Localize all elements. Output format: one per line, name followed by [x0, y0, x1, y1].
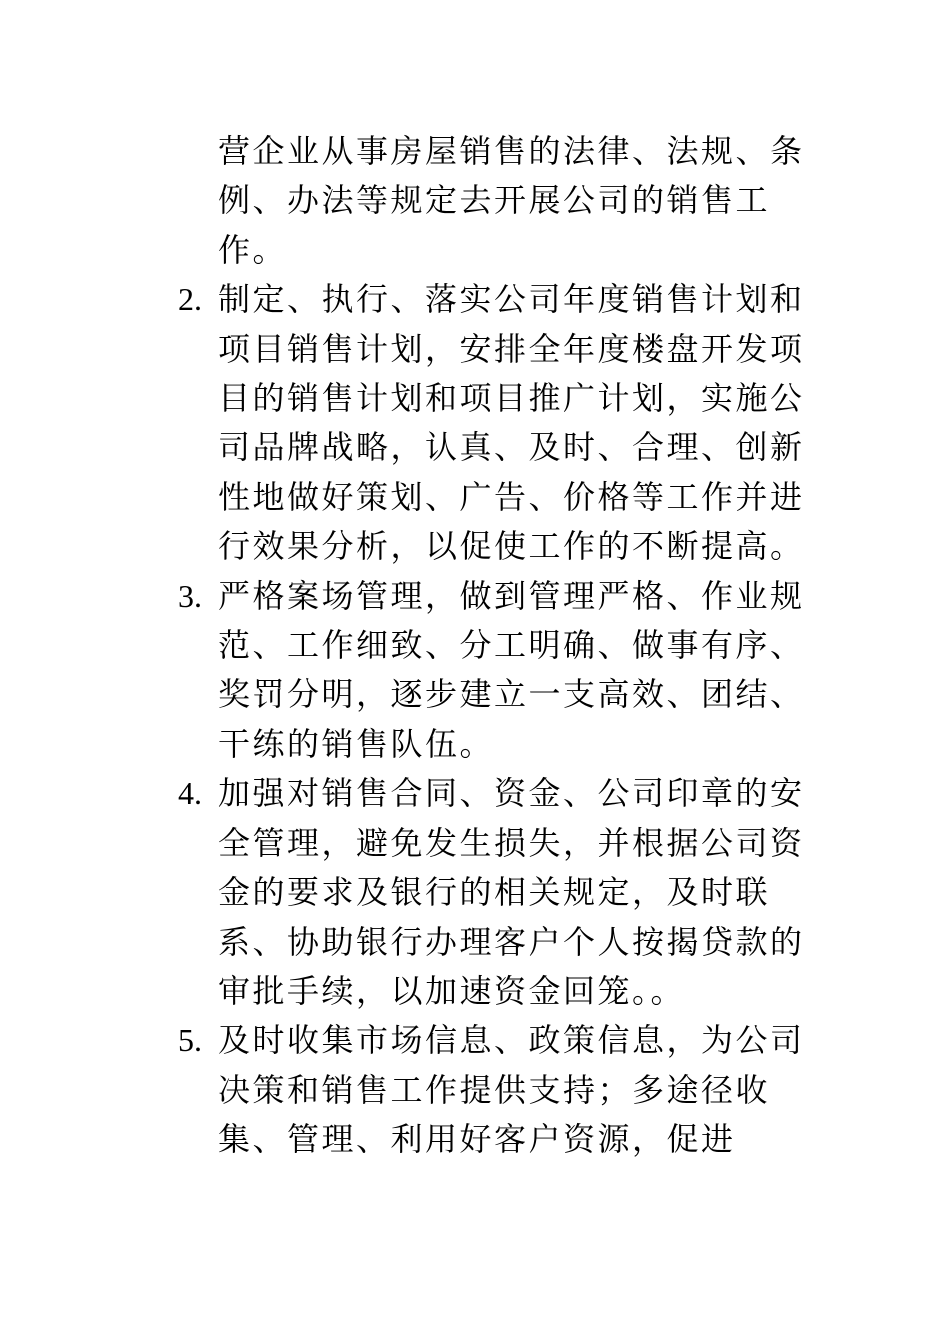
list-item	[178, 275, 818, 571]
list-item-text: 严格案场管理，做到管理严格、作业规范、工作细致、分工明确、做事有序、奖罚分明，逐步建立一支高效、团结、干练的销售队伍。	[218, 576, 805, 763]
list-item	[178, 127, 818, 275]
list-item	[178, 1016, 818, 1164]
responsibility-list	[178, 127, 818, 1165]
list-item-number: 2.	[178, 281, 202, 318]
list-item-number: 4.	[178, 775, 202, 812]
list-item	[178, 572, 818, 770]
list-item	[178, 769, 818, 1016]
list-item-number: 3.	[178, 577, 202, 614]
list-item-text: 加强对销售合同、资金、公司印章的安全管理，避免发生损失，并根据公司资金的要求及银行的相关规定，及时联系、协助银行办理客户个人按揭贷款的审批手续，以加速资金回笼。。	[218, 774, 805, 1010]
list-item-text: 及时收集市场信息、政策信息，为公司决策和销售工作提供支持；多途径收集、管理、利用好客户资源，促进	[218, 1021, 805, 1159]
list-item-number: 5.	[178, 1022, 202, 1059]
list-item-text: 制定、执行、落实公司年度销售计划和项目销售计划，安排全年度楼盘开发项目的销售计划和项目推广计划，实施公司品牌战略，认真、及时、合理、创新性地做好策划、广告、价格等工作并进行效果分析，以促使工作的不断提高。	[218, 280, 805, 566]
list-item-text: 营企业从事房屋销售的法律、法规、条例、办法等规定去开展公司的销售工作。	[218, 132, 805, 269]
